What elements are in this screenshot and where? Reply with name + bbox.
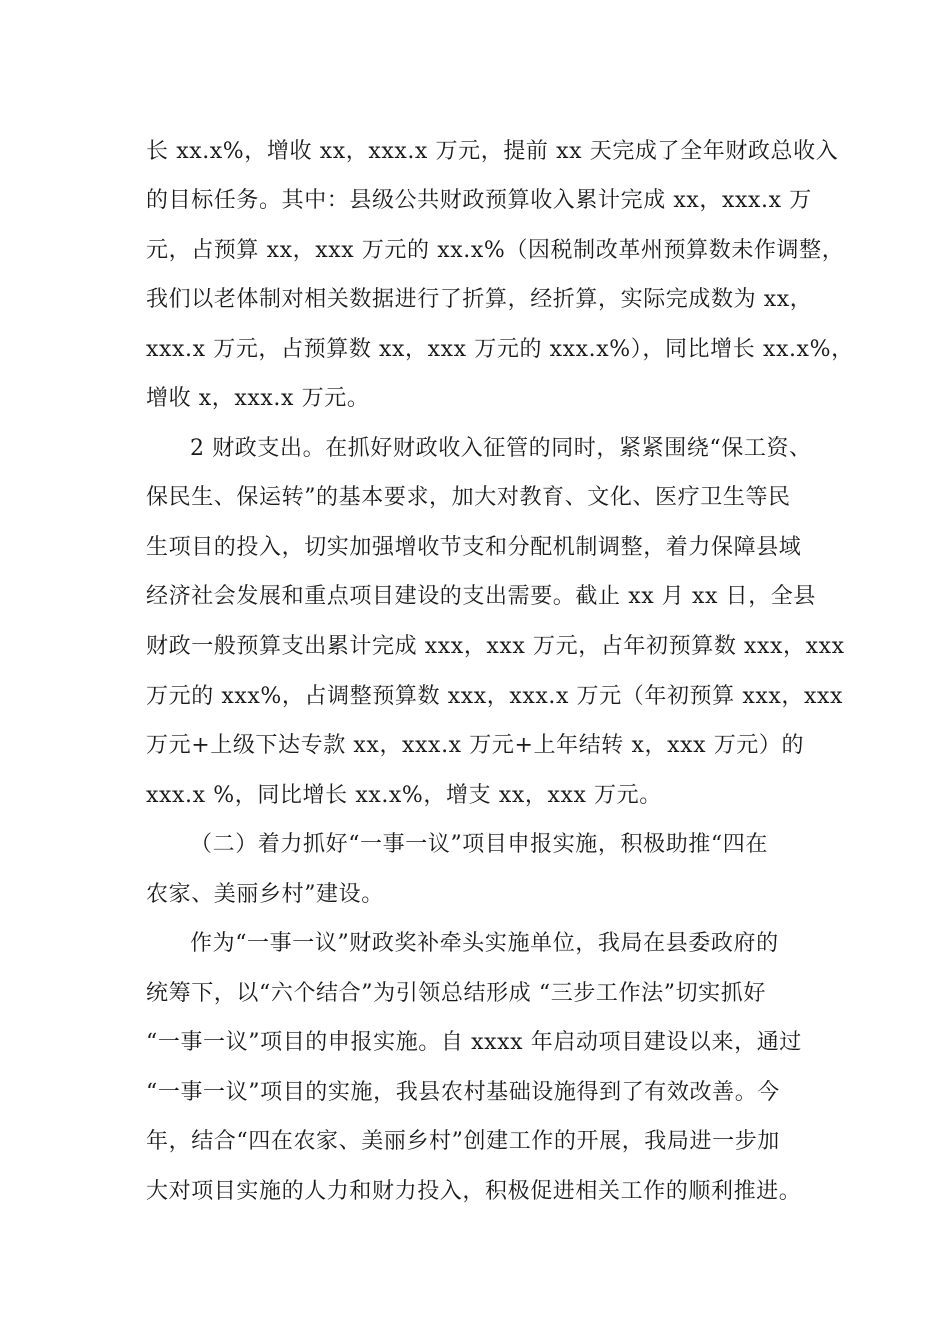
text-line: 经济社会发展和重点项目建设的支出需要。截止 xx 月 xx 日，全县: [146, 584, 817, 609]
text-line: 万元的 xxx%，占调整预算数 xxx，xxx.x 万元（年初预算 xxx，xxx: [146, 684, 843, 709]
text-line: 生项目的投入，切实加强增收节支和分配机制调整，着力保障县域: [146, 535, 802, 560]
text-line: 保民生、保运转”的基本要求，加大对教育、文化、医疗卫生等民: [146, 485, 791, 510]
text-line: 作为“一事一议”财政奖补牵头实施单位，我局在县委政府的: [190, 931, 779, 956]
text-line: 统筹下，以“六个结合”为引领总结形成 “三步工作法”切实抓好: [146, 981, 766, 1006]
text-line: xxx.x 万元，占预算数 xx，xxx 万元的 xxx.x%），同比增长 xx.x%，: [146, 337, 854, 362]
text-line: 2 财政支出。在抓好财政收入征管的同时，紧紧围绕“保工资、: [190, 436, 812, 461]
text-line: 我们以老体制对相关数据进行了折算，经折算，实际完成数为 xx，: [146, 287, 813, 312]
text-line: “一事一议”项目的申报实施。自 xxxx 年启动项目建设以来，通过: [146, 1030, 802, 1055]
text-line: 年，结合“四在农家、美丽乡村”创建工作的开展，我局进一步加: [146, 1129, 780, 1154]
text-line: 财政一般预算支出累计完成 xxx，xxx 万元，占年初预算数 xxx，xxx: [146, 634, 845, 659]
text-line: “一事一议”项目的实施，我县农村基础设施得到了有效改善。今: [146, 1080, 780, 1105]
text-line: 的目标任务。其中：县级公共财政预算收入累计完成 xx，xxx.x 万: [146, 188, 812, 213]
text-line: 大对项目实施的人力和财力投入，积极促进相关工作的顺利推进。: [146, 1179, 802, 1204]
text-line: 万元+上级下达专款 xx，xxx.x 万元+上年结转 x，xxx 万元）的: [146, 733, 805, 758]
section-heading: 农家、美丽乡村”建设。: [146, 882, 384, 907]
section-heading: （二）着力抓好“一事一议”项目申报实施，积极助推“四在: [190, 832, 768, 857]
text-line: 增收 x，xxx.x 万元。: [146, 386, 370, 411]
text-line: 元，占预算 xx，xxx 万元的 xx.x%（因税制改革州预算数未作调整，: [146, 238, 845, 263]
text-line: xxx.x %，同比增长 xx.x%，增支 xx，xxx 万元。: [146, 783, 662, 808]
text-line: 长 xx.x%，增收 xx，xxx.x 万元，提前 xx 天完成了全年财政总收入: [146, 139, 839, 164]
